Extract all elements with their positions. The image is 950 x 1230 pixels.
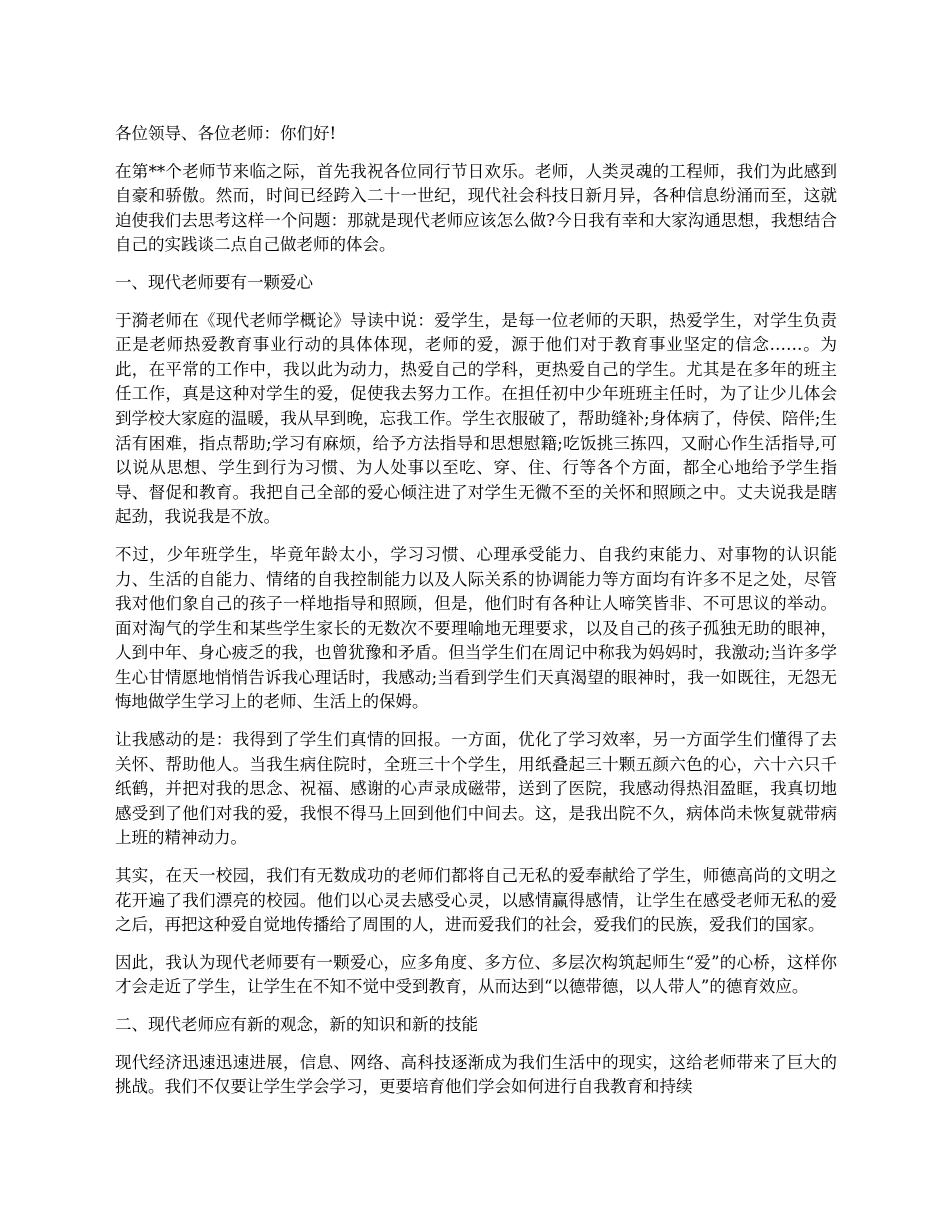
section-2-paragraph: 现代经济迅速迅速进展，信息、网络、高科技逐渐成为我们生活中的现实，这给老师带来了巨大的挑战。我们不仅要让学生学会学习，更要培育他们学会如何进行自我教育和持续: [115, 1052, 837, 1097]
section-1-paragraph: 其实，在天一校园，我们有无数成功的老师们都将自己无私的爱奉献给了学生，师德高尚的文明之花开遍了我们漂亮的校园。他们以心灵去感受心灵，以感情赢得感情，让学生在感受老师无私的爱之后，再把这种爱自觉地传播给了周围的人，进而爱我们的社会，爱我们的民族，爱我们的国家。: [115, 866, 837, 935]
section-1-heading: 一、现代老师要有一颗爱心: [115, 272, 313, 292]
section-1-paragraph: 不过，少年班学生，毕竟年龄太小，学习习惯、心理承受能力、自我约束能力、对事物的认识能力、生活的自能力、情绪的自我控制能力以及人际关系的协调能力等方面均有许多不足之处，尽管我对他们象自己的孩子一样地指导和照顾，但是，他们时有各种让人啼笑皆非、不可思议的举动。面对淘气的学生和某些学生家长的无数次不要理喻地无理要求，以及自己的孩子孤独无助的眼神，人到中年、身心疲乏的我，也曾犹豫和矛盾。但当学生们在周记中称我为妈妈时，我激动;当许多学生心甘情愿地悄悄告诉我心理话时，我感动;当看到学生们天真渴望的眼神时，我一如既往，无怨无悔地做学生学习上的老师、生活上的保姆。: [115, 544, 837, 712]
greeting: 各位领导、各位老师：你们好!: [115, 124, 337, 143]
section-2-heading: 二、现代老师应有新的观念，新的知识和新的技能: [115, 1015, 478, 1034]
intro-paragraph: 在第**个老师节来临之际，首先我祝各位同行节日欢乐。老师，人类灵魂的工程师，我们为此感到自豪和骄傲。然而，时间已经跨入二十一世纪，现代社会科技日新月异，各种信息纷涌而至，这就迫使我们去思考这样一个问题：那就是现代老师应该怎么做?今日我有幸和大家沟通思想，我想结合自己的实践谈二点自己做老师的体会。: [115, 161, 837, 255]
section-1-paragraph: 于漪老师在《现代老师学概论》导读中说：爱学生，是每一位老师的天职，热爱学生，对学生负责正是老师热爱教育事业行动的具体体现，老师的爱，源于他们对于教育事业坚定的信念……。为此，在平常的工作中，我以此为动力，热爱自己的学科，更热爱自己的学生。尤其是在多年的班主任工作，真是这种对学生的爱，促使我去努力工作。在担任初中少年班班主任时，为了让少儿体会到学校大家庭的温暖，我从早到晚，忘我工作。学生衣服破了，帮助缝补;身体病了，侍侯、陪伴;生活有困难，指点帮助;学习有麻烦，给予方法指导和思想慰籍;吃饭挑三拣四，又耐心作生活指导,可以说从思想、学生到行为习惯、为人处事以至吃、穿、住、行等各个方面，都全心地给予学生指导、督促和教育。我把自己全部的爱心倾注进了对学生无微不至的关怀和照顾之中。丈夫说我是瞎起劲，我说我是不放。: [115, 310, 837, 527]
section-1-paragraph: 让我感动的是：我得到了学生们真情的回报。一方面，优化了学习效率，另一方面学生们懂得了去关怀、帮助他人。当我生病住院时，全班三十个学生，用纸叠起三十颗五颜六色的心，六十六只千纸鹤，并把对我的思念、祝福、感谢的心声录成磁带，送到了医院，我感动得热泪盈眶，我真切地感受到了他们对我的爱，我恨不得马上回到他们中间去。这，是我出院不久，病体尚未恢复就带病上班的精神动力。: [115, 730, 837, 848]
document-page: [115, 122, 837, 1113]
section-1-paragraph: 因此，我认为现代老师要有一颗爱心，应多角度、多方位、多层次构筑起师生“爱”的心桥，这样你才会走近了学生，让学生在不知不觉中受到教育，从而达到“以德带德，以人带人”的德育效应。: [115, 952, 837, 997]
